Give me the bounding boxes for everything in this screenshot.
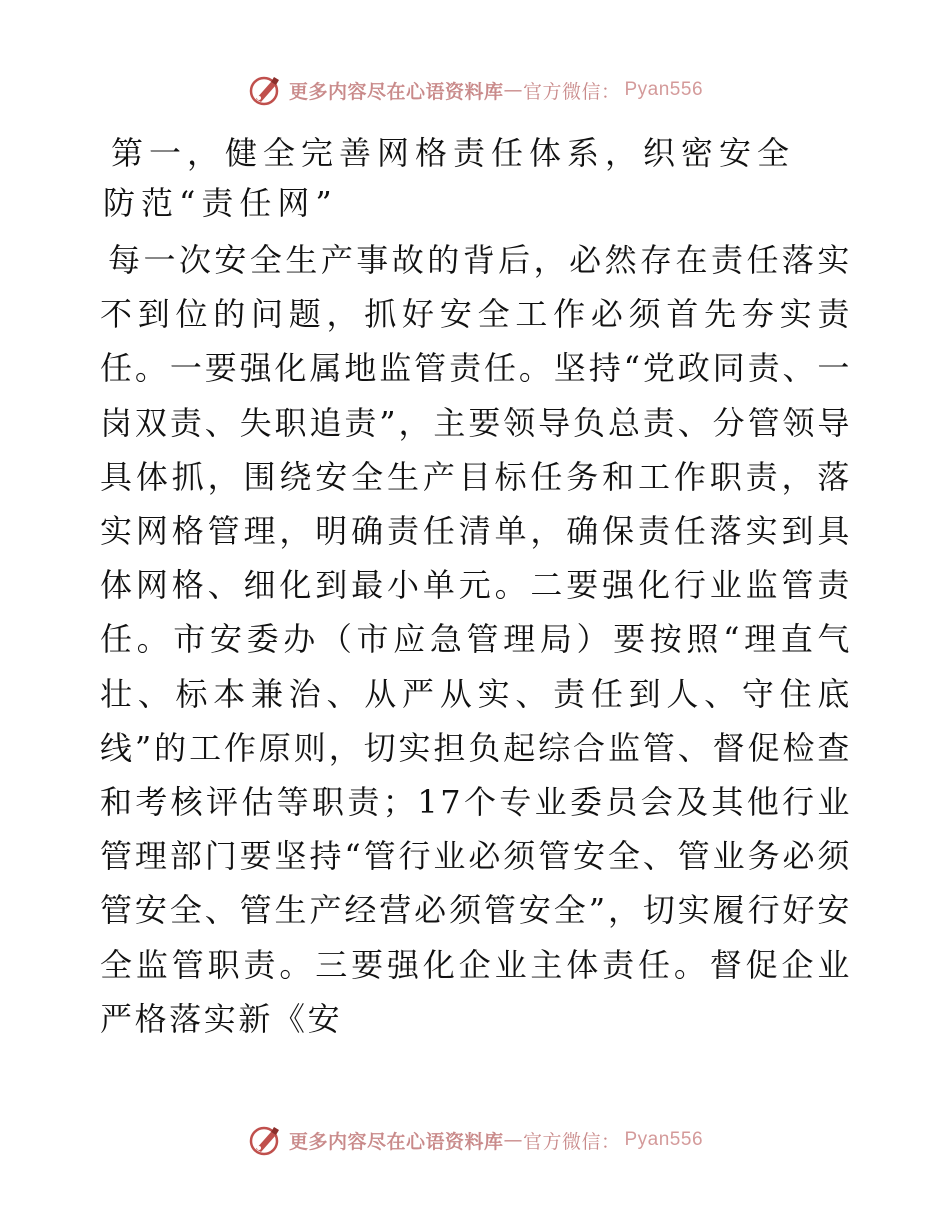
body-paragraph: 每一次安全生产事故的背后，必然存在责任落实不到位的问题，抓好安全工作必须首先夯实责任。一要强化属地监管责任。坚持“党政同责、一岗双责、失职追责”，主要领导负总责、分管领导具体抓，围绕安全生产目标任务和工作职责，落实网格管理，明确责任清单，确保责任落实到具体网格、细化到最小单元。二要强化行业监管责任。市安委办（市应急管理局）要按照“理直气壮、标本兼治、从严从实、责任到人、守住底线”的工作原则，切实担负起综合监管、督促检查和考核评估等职责；17个专业委员会及其他行业管理部门要坚持“管行业必须管安全、管业务必须管安全、管生产经营必须管安全”，切实履行好安全监管职责。三要强化企业主体责任。督促企业严格落实新《安: [100, 241, 852, 1038]
pen-logo-icon: [247, 1122, 283, 1158]
footer-watermark-banner: [0, 1118, 950, 1162]
section-heading: 第一，健全完善网格责任体系，织密安全防范“责任网”: [103, 134, 796, 222]
banner-wechat-label: 官方微信：: [522, 1130, 621, 1153]
banner-main-text: 更多内容尽在心语资料库: [288, 1130, 504, 1153]
banner-separator: —: [503, 79, 523, 101]
banner-wechat-id: Pyan556: [624, 79, 704, 100]
header-watermark-banner: [0, 68, 950, 112]
banner-main-text: 更多内容尽在心语资料库: [288, 80, 504, 103]
pen-logo-icon: [247, 72, 283, 108]
banner-wechat-id: Pyan556: [624, 1129, 704, 1150]
banner-separator: —: [503, 1129, 523, 1151]
banner-wechat-label: 官方微信：: [522, 80, 621, 103]
